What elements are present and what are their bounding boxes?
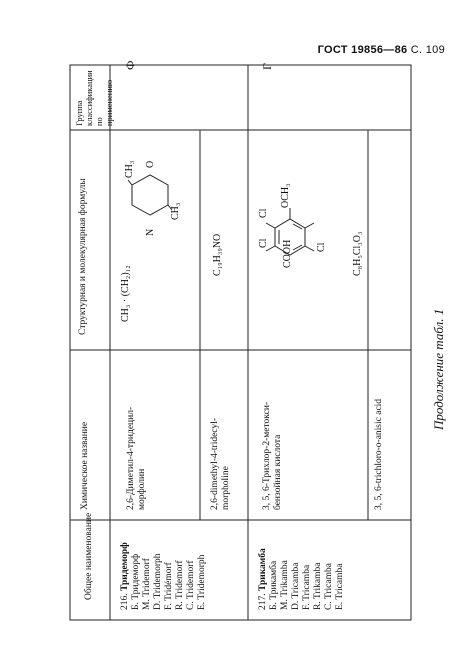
synonym: F. Tridémorf — [164, 562, 174, 610]
synonym: Б. Тридеморф — [131, 553, 141, 610]
molecular-formula: C₈H₅Cl₃O₃ — [352, 231, 363, 276]
chemical-name-ru: 3, 5, 6-Трихлор-2-метокси-бензойная кислота — [262, 401, 283, 510]
synonym: D. Tricamba — [291, 562, 301, 610]
cl-right-label: Cl — [258, 208, 269, 218]
synonym: F. Tricamba — [302, 564, 312, 610]
standard-number: ГОСТ 19856—86 — [317, 44, 408, 56]
o-atom-label: O — [145, 160, 156, 168]
entry-number: 216. — [120, 593, 130, 610]
chain-label: CH₃ · (CH₂)₁₂ — [120, 265, 131, 322]
synonym: C. Tricamba — [324, 563, 334, 610]
header-group: Группа классификации по применению — [74, 70, 114, 126]
group-symbol: Г — [260, 63, 274, 70]
ch3-top-label: CH₃ — [124, 160, 135, 178]
molecular-formula: C₁₉H₃₉NO — [212, 233, 223, 276]
header-common-name: Общее наименование — [84, 512, 94, 600]
synonym: М. Trikamba — [280, 560, 290, 610]
continuation-caption: Продолжение табл. 1 — [431, 308, 446, 430]
och3-label: OCH₃ — [280, 183, 291, 208]
cl-bottom-label: Cl — [316, 242, 327, 252]
header-chemical-name: Химическое название — [80, 421, 90, 510]
entry-name: Тридеморф — [120, 542, 130, 591]
chemical-name-en: 3, 5, 6-trichloro-o-anisic acid — [374, 398, 384, 510]
synonym: E. Tricamba — [335, 563, 345, 610]
synonym: E. Tridemorph — [197, 554, 207, 610]
morpholine-structure — [128, 175, 172, 215]
chemical-name-en: 2,6-dimethyl-4-tridecyl-morpholine — [210, 417, 231, 510]
header-structure: Структурная и молекулярная формулы — [78, 178, 88, 335]
entry-name: Трикамба — [258, 548, 268, 591]
synonym: Б. Трикамба — [269, 560, 279, 610]
synonym: R. Tridemorf — [175, 560, 185, 610]
entry-number: 217. — [258, 593, 268, 610]
group-symbol: Ф — [123, 60, 137, 70]
synonym: R. Trikamba — [313, 562, 323, 610]
chemical-name-ru: 2,6-Диметил-4-тридецил-морфолин — [126, 406, 147, 510]
page-number: С. 109 — [410, 44, 445, 56]
cl-left-label: Cl — [258, 238, 269, 248]
cooh-label: COOH — [282, 239, 293, 268]
n-atom-label: N — [145, 228, 156, 236]
ch3-right-label: CH₃ — [170, 202, 181, 220]
synonym: C. Tridemorf — [186, 560, 196, 610]
synonym: D. Tridemorph — [153, 553, 163, 610]
synonym: М. Tridemorf — [142, 558, 152, 610]
entry-216 — [120, 520, 208, 610]
entry-217 — [258, 520, 346, 610]
